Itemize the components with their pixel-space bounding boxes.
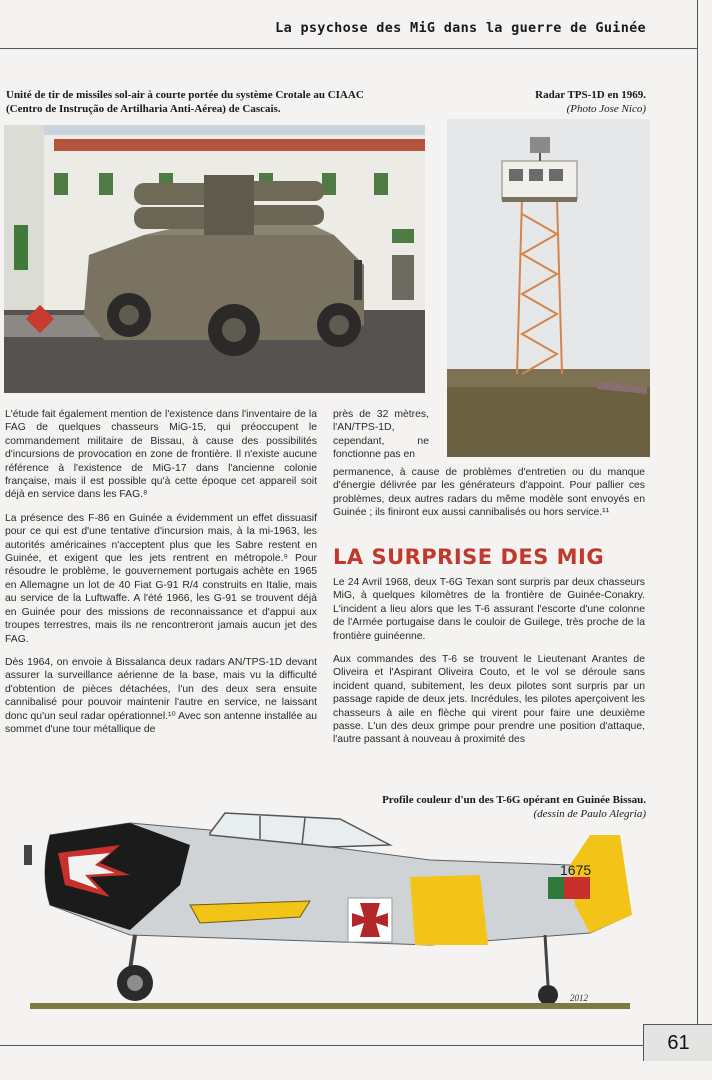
right-paragraph-3: Aux commandes des T-6 se trouvent le Lieutenant Arantes de Oliveira et l'Aspirant Oliveira Couto, et le vol se déroule sans incident quand, subitement, les deux pilotes sont surpris par un passage rapide de deux jets. Incrédules, les pilotes aperçoivent les chasseurs à aile en flèche qui virent pour faire une deuxième passe. L'un des deux grimpe pour prendre une position d'attaque, l'autre passant à nouveau à proximité des — [333, 654, 645, 746]
right-narrow-text — [333, 408, 429, 472]
caption-profile-credit: (dessin de Paulo Alegria) — [533, 808, 646, 820]
radar-photo — [447, 119, 650, 457]
artist-signature-year: 2012 — [570, 993, 588, 1003]
left-paragraph-3: Dès 1964, on envoie à Bissalanca deux radars AN/TPS-1D devant assurer la surveillance aérienne de la base, mais vu la difficulté d'obtention de pièces détachées, l'un des deux sera ensuite cannibalisé pour pouvoir maintenir l'autre en service, ne laissant donc qu'un seul radar opérationnel.¹⁰ Avec son antenne installée au sommet d'une tour métallique de — [5, 656, 317, 735]
aircraft-serial: 1675 — [560, 862, 592, 878]
right-narrow-paragraph: près de 32 mètres, l'AN/TPS-1D, cependant, ne fonctionne pas en — [333, 409, 429, 461]
caption-crotale-text: Unité de tir de missiles sol-air à courte portée du système Crotale au CIAAC (Centro de Instrução de Artilharia Anti-Aérea) de Cascais. — [6, 89, 364, 115]
footer-rule — [0, 1045, 645, 1046]
page-edge-rule — [697, 0, 698, 1045]
left-paragraph-1: L'étude fait également mention de l'existence dans l'inventaire de la FAG de quelques chasseurs MiG-15, qui préoccupent le commandement militaire de Bissau, à cause des possibilités d'incursions de provocation en zone de frontière. Il n'existe aucune référence à l'existence de MiG-17 dans l'ancienne colonie française, mais il est possible qu'à cette époque cet appareil soit déjà en service dans les FAG.⁸ — [5, 409, 317, 501]
caption-radar-credit: (Photo Jose Nico) — [566, 103, 646, 115]
right-paragraph-1: permanence, à cause de problèmes d'entretien ou du manque d'énergie délivrée par les générateurs d'appoint. Pour pallier ces problèmes, deux autres radars du même modèle sont envoyés en Guinée ; ils finiront eux aussi cannibalisés ou hors service.¹¹ — [333, 467, 645, 519]
t6g-profile-illustration — [10, 805, 650, 1015]
running-header: La psychose des MiG dans la guerre de Guinée — [275, 20, 646, 36]
right-column-text-top — [333, 466, 645, 530]
section-title: LA SURPRISE DES MIG — [333, 545, 605, 569]
right-paragraph-2: Le 24 Avril 1968, deux T-6G Texan sont surpris par deux chasseurs MiG, à quelques kilomètres de la frontière de Guinée-Conakry. L'incident a lieu alors que les T-6 assurant l'escorte d'une colonne de l'Armée portugaise dans le couloir de Guilege, très proche de la frontière guinéenne. — [333, 577, 645, 642]
page-number: 61 — [643, 1024, 712, 1061]
crotale-photo — [4, 125, 425, 393]
caption-radar — [440, 88, 646, 116]
caption-radar-text: Radar TPS-1D en 1969. — [535, 89, 646, 101]
left-paragraph-2: La présence des F-86 en Guinée a évidemment un effet dissuasif pour ce qui est d'une tentative d'incursion mais, à la mi-1963, les autorités américaines n'acceptent plus que les Sabre restent en Guinée, et exigent que les jets rentrent en métropole.⁹ Pour résoudre le problème, le gouvernement portugais achète en 1965 en Allemagne un lot de 40 Fiat G-91 R/4 construits en Italie, mais au service de la Luftwaffe. A l'été 1966, les G-91 se trouvent déjà en Guinée pour des missions de reconnaissance et d'appui aux troupes terrestres, mais ils ne rencontreront jamais aucun jet des FAG. — [5, 512, 317, 645]
caption-profile-text: Profile couleur d'un des T-6G opérant en Guinée Bissau. — [382, 794, 646, 806]
left-column-text — [5, 408, 317, 746]
right-column-text-bottom — [333, 576, 645, 757]
caption-crotale — [6, 88, 366, 116]
header-rule — [0, 48, 698, 49]
